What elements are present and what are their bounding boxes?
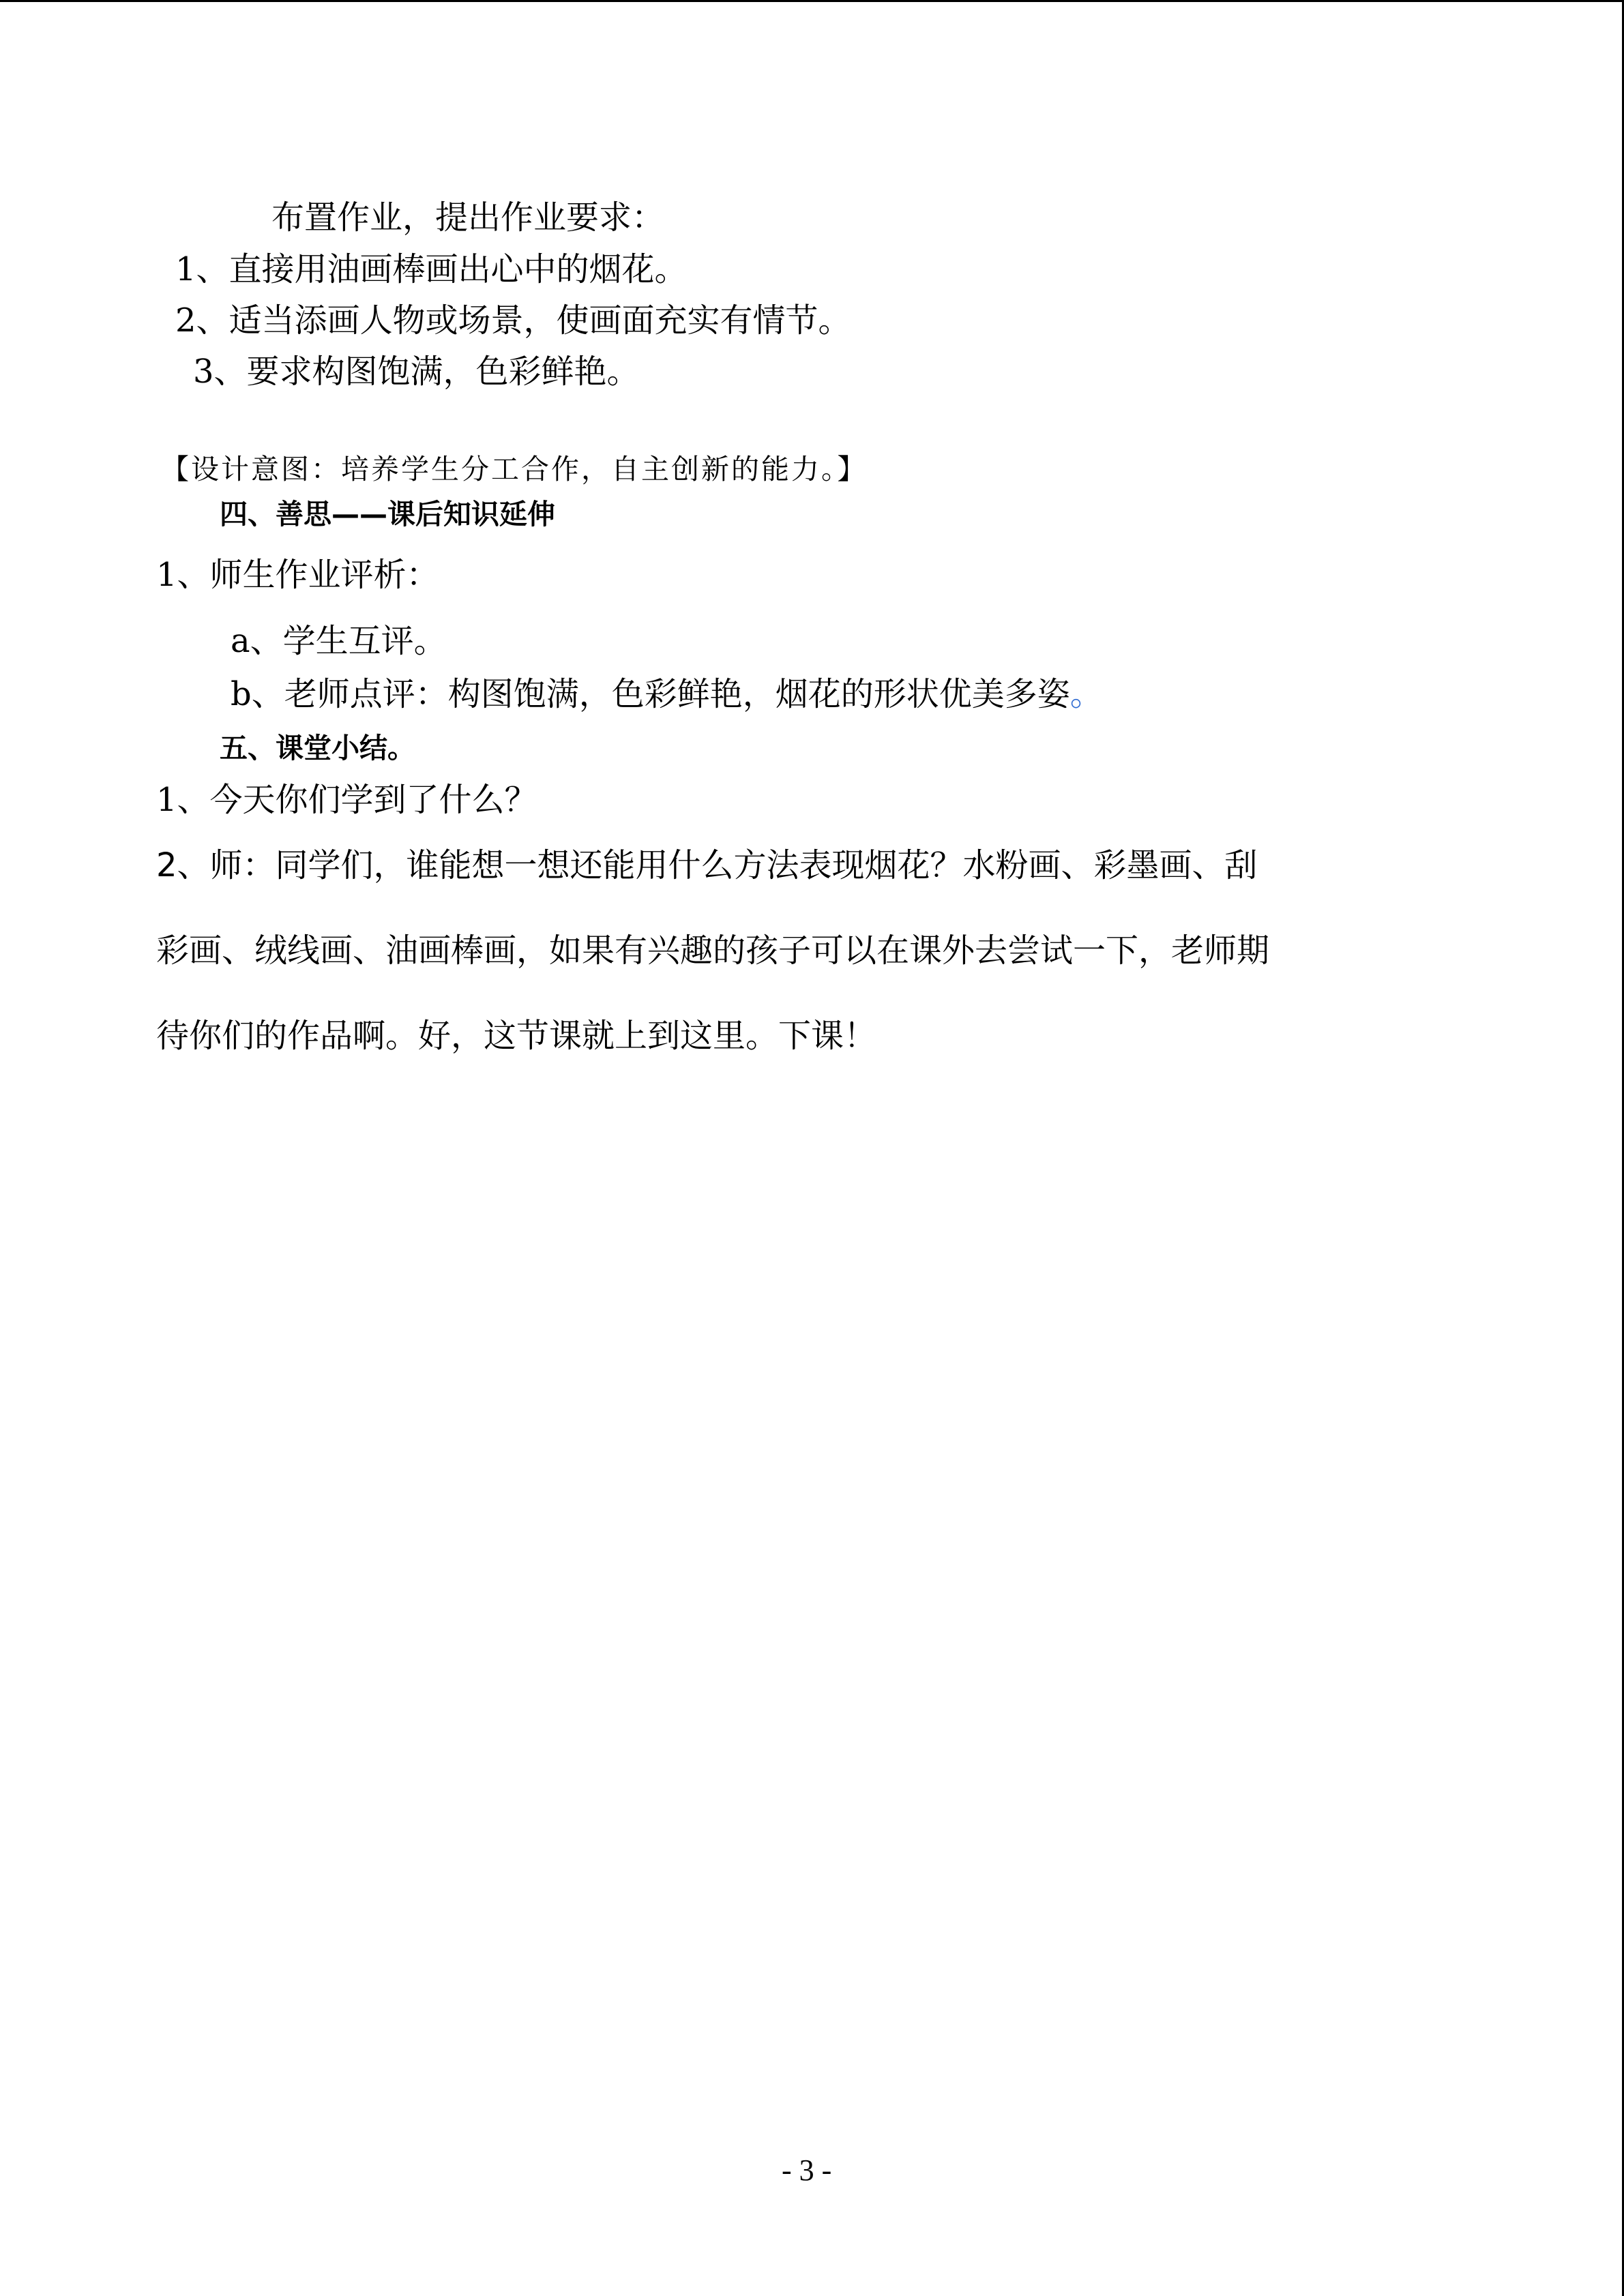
section-4-sub-b-end: 。	[1069, 675, 1103, 713]
homework-item-2: 2、适当添画人物或场景，使画面充实有情节。	[175, 301, 851, 340]
section-4-item-1: 1、师生作业评析：	[156, 556, 439, 594]
section-5-item-2-text: 、师：同学们，谁能想一想还能用什么方法表现烟花？水粉画、彩墨画、刮	[177, 846, 1258, 884]
homework-item-3: 3、要求构图饱满，色彩鲜艳。	[193, 353, 640, 391]
section-5-item-2-number: 2	[156, 846, 177, 884]
section-5-item-2-line-3: 待你们的作品啊。好，这节课就上到这里。下课！	[156, 1017, 877, 1055]
section-5-item-2-line-2: 彩画、绒线画、油画棒画，如果有兴趣的孩子可以在课外去尝试一下，老师期	[156, 931, 1270, 970]
page-number: - 3 -	[782, 2153, 832, 2187]
section-4-sub-b-text: b、老师点评：构图饱满，色彩鲜艳，烟花的形状优美多姿	[231, 675, 1070, 713]
section-5-item-1: 1、今天你们学到了什么？	[156, 781, 537, 819]
section-4-sub-a: a、学生互评。	[231, 622, 447, 660]
section-4-heading: 四、善思——课后知识延伸	[220, 498, 555, 531]
homework-item-1: 1、直接用油画棒画出心中的烟花。	[175, 250, 688, 288]
section-4-sub-b	[231, 674, 1103, 715]
section-5-item-2-line-1	[156, 845, 1258, 886]
design-intent-note: 【设计意图：培养学生分工合作，自主创新的能力。】	[161, 453, 868, 486]
homework-intro: 布置作业，提出作业要求：	[271, 198, 665, 237]
section-5-heading: 五、课堂小结。	[220, 732, 415, 764]
